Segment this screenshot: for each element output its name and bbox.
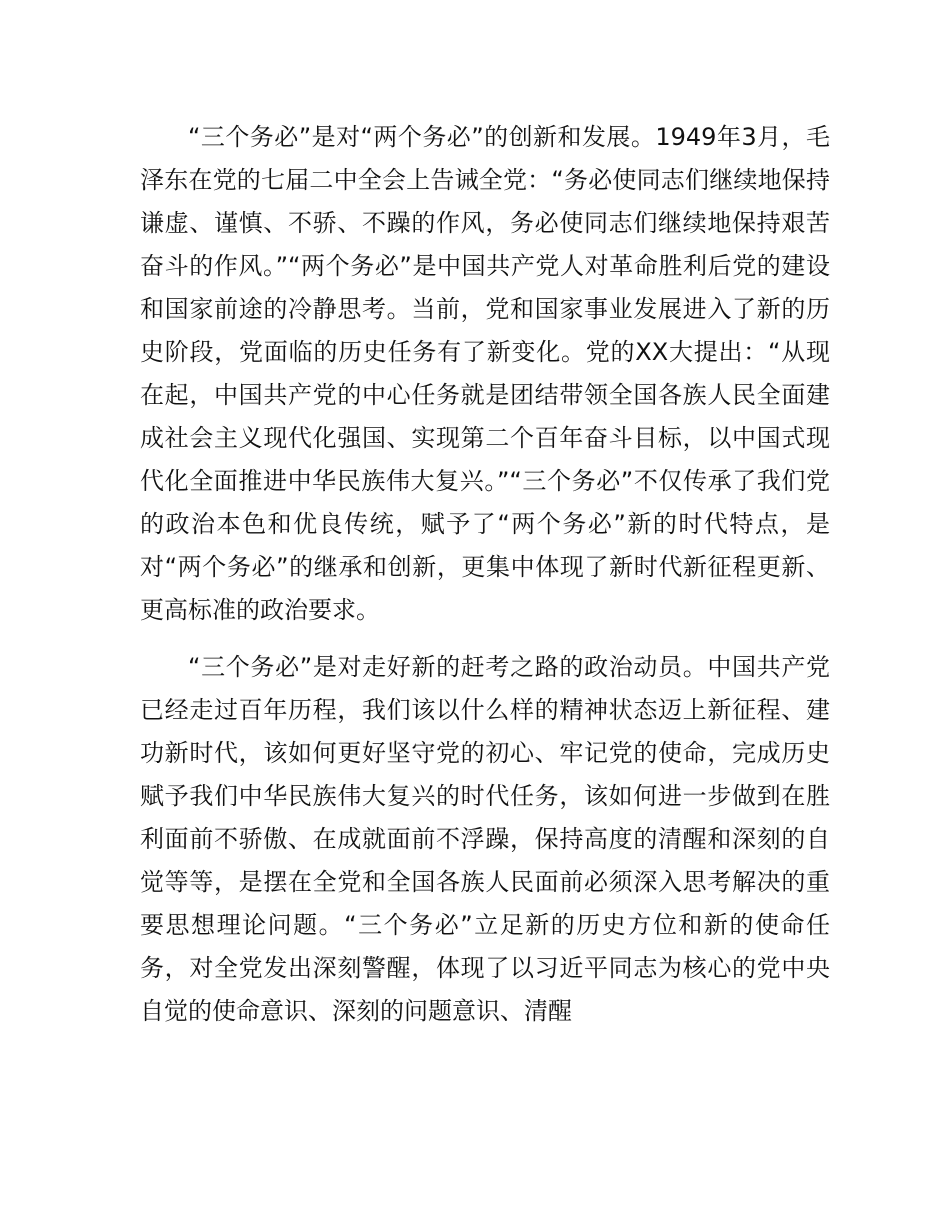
paragraph-2: “三个务必”是对走好新的赶考之路的政治动员。中国共产党已经走过百年历程，我们该以什么样的精神状态迈上新征程、建功新时代，该如何更好坚守党的初心、牢记党的使命，完成历史赋予我们中华民族伟大复兴的时代任务，该如何进一步做到在胜利面前不骄傲、在成就面前不浮躁，保持高度的清醒和深刻的自觉等等，是摆在全党和全国各族人民面前必须深入思考解决的重要思想理论问题。“三个务必”立足新的历史方位和新的使命任务，对全党发出深刻警醒，体现了以习近平同志为核心的党中央自觉的使命意识、深刻的问题意识、清醒 <box>140 653 830 1025</box>
document-body <box>140 116 830 1033</box>
paragraph-1: “三个务必”是对“两个务必”的创新和发展。1949年3月，毛泽东在党的七届二中全会上告诫全党：“务必使同志们继续地保持谦虚、谨慎、不骄、不躁的作风，务必使同志们继续地保持艰苦奋斗的作风。”“两个务必”是中国共产党人对革命胜利后党的建设和国家前途的冷静思考。当前，党和国家事业发展进入了新的历史阶段，党面临的历史任务有了新变化。党的XX大提出：“从现在起，中国共产党的中心任务就是团结带领全国各族人民全面建成社会主义现代化强国、实现第二个百年奋斗目标，以中国式现代化全面推进中华民族伟大复兴。”“三个务必”不仅传承了我们党的政治本色和优良传统，赋予了“两个务必”新的时代特点，是对“两个务必”的继承和创新，更集中体现了新时代新征程更新、更高标准的政治要求。 <box>140 123 830 624</box>
